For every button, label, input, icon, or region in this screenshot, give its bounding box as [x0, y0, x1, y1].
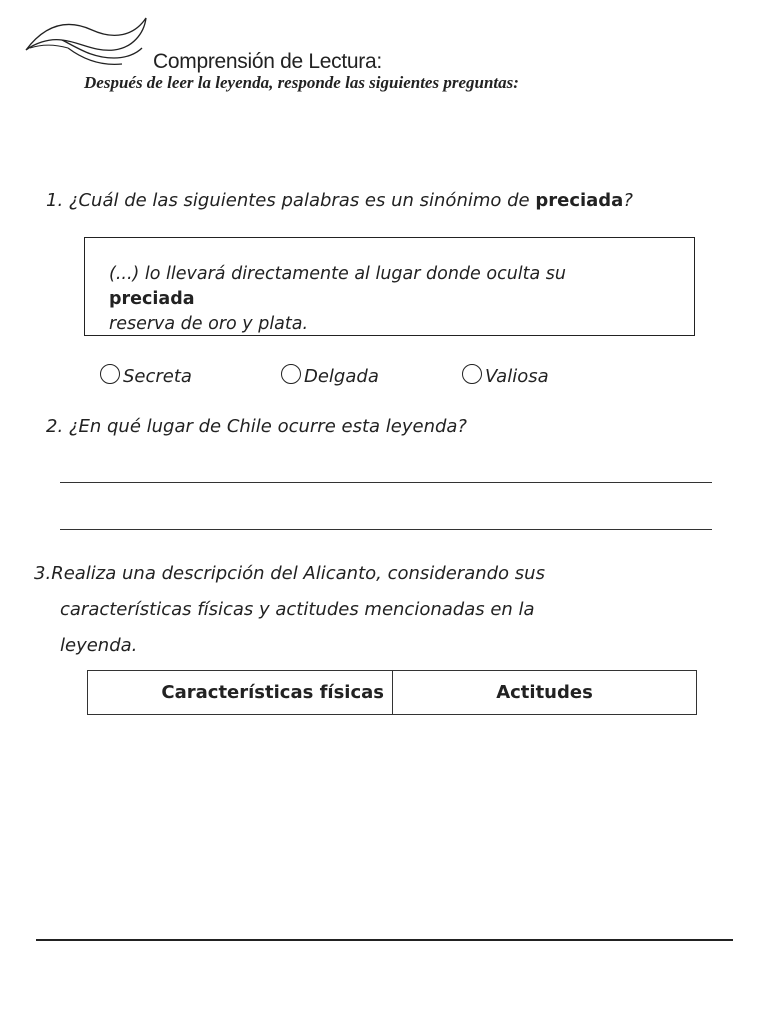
- answer-line-1[interactable]: [60, 482, 712, 483]
- question-3: [34, 556, 545, 664]
- question-1-keyword: preciada: [535, 190, 624, 211]
- question-3-line-2: características físicas y actitudes mencionadas en la: [60, 599, 535, 620]
- table-header-attitudes: Actitudes: [496, 682, 593, 703]
- question-2-text: ¿En qué lugar de Chile ocurre esta leyenda?: [68, 416, 467, 437]
- quote-line-3: reserva de oro y plata.: [109, 314, 309, 334]
- page-subtitle: Después de leer la leyenda, responde las siguientes preguntas:: [84, 73, 519, 92]
- option-label: Secreta: [123, 366, 192, 387]
- quote-text: [109, 262, 679, 337]
- question-1: [46, 190, 633, 211]
- option-secreta[interactable]: [100, 366, 192, 387]
- page-title: Comprensión de Lectura:: [153, 50, 382, 73]
- option-valiosa[interactable]: [462, 366, 549, 387]
- radio-circle-icon[interactable]: [281, 364, 301, 384]
- question-1-text: ¿Cuál de las siguientes palabras es un sinónimo de: [68, 190, 536, 211]
- table-header-physical: Características físicas: [88, 671, 393, 714]
- question-1-end: ?: [623, 190, 633, 211]
- quote-box: [84, 237, 695, 336]
- bottom-divider: [36, 939, 733, 941]
- quote-line-1: (...) lo llevará directamente al lugar donde oculta su: [109, 264, 566, 284]
- option-label: Valiosa: [485, 366, 549, 387]
- option-label: Delgada: [304, 366, 379, 387]
- radio-circle-icon[interactable]: [462, 364, 482, 384]
- question-2: [46, 416, 467, 437]
- answer-line-2[interactable]: [60, 529, 712, 530]
- radio-circle-icon[interactable]: [100, 364, 120, 384]
- question-2-number: 2.: [46, 416, 64, 437]
- characteristics-table: [87, 670, 697, 715]
- question-1-number: 1.: [46, 190, 64, 211]
- question-3-line-1: [34, 556, 545, 592]
- question-3-text-1: Realiza una descripción del Alicanto, considerando sus: [51, 563, 545, 584]
- ribbon-flourish-icon: [22, 14, 150, 70]
- quote-keyword: preciada: [109, 289, 195, 309]
- question-3-number: 3.: [34, 563, 52, 584]
- question-3-line-3: leyenda.: [60, 635, 138, 656]
- option-delgada[interactable]: [281, 366, 379, 387]
